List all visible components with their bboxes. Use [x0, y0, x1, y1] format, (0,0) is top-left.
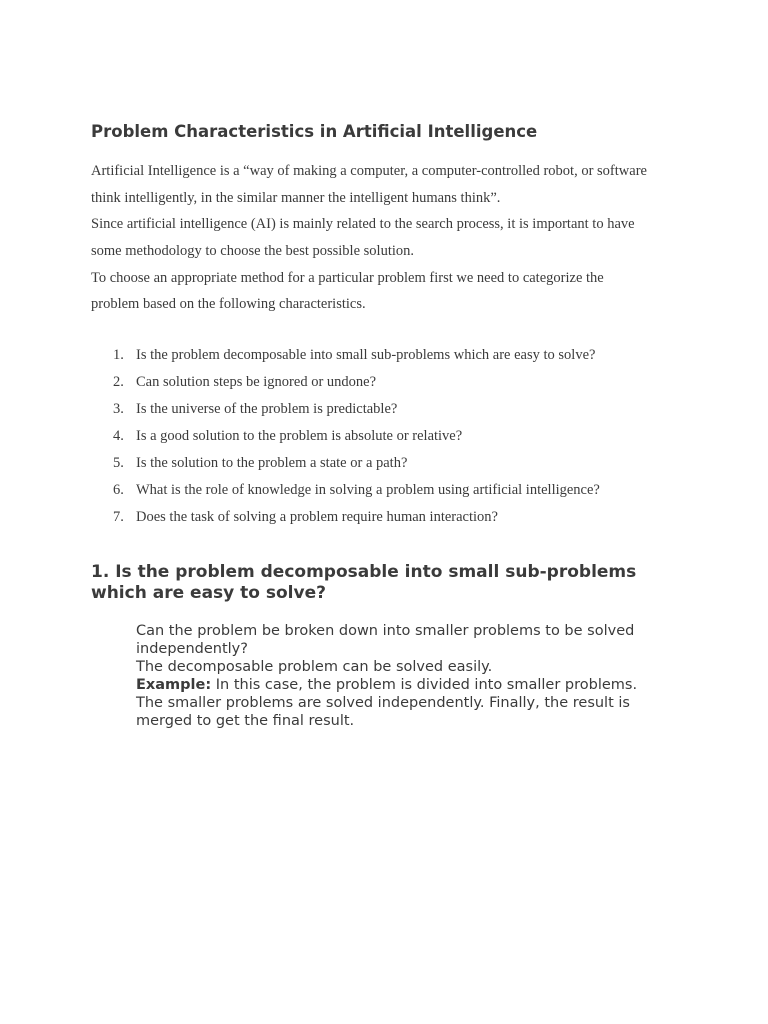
list-item-number: 4. [113, 428, 124, 444]
body-line: merged to get the final result. [136, 713, 355, 729]
list-item-number: 7. [113, 509, 124, 525]
intro-line: To choose an appropriate method for a particular problem first we need to categorize the [91, 269, 604, 286]
list-item-text: Is the problem decomposable into small sub-problems which are easy to solve? [136, 347, 596, 363]
section-heading [91, 562, 691, 604]
intro-line: think intelligently, in the similar manner the intelligent humans think”. [91, 189, 501, 206]
intro-line: problem based on the following characteristics. [91, 296, 366, 313]
list-item-text: What is the role of knowledge in solving a problem using artificial intelligence? [136, 482, 600, 498]
list-item-number: 2. [113, 374, 124, 390]
list-item [91, 423, 711, 450]
intro-paragraph [91, 158, 691, 318]
example-text: In this case, the problem is divided into smaller problems. [211, 677, 638, 693]
list-item [91, 369, 711, 396]
list-item-text: Can solution steps be ignored or undone? [136, 374, 377, 390]
example-label: Example: [136, 677, 212, 693]
list-item-text: Is the universe of the problem is predictable? [136, 401, 398, 417]
section-body [136, 622, 696, 730]
list-item-text: Is the solution to the problem a state or a path? [136, 455, 408, 471]
body-line: The smaller problems are solved independently. Finally, the result is [136, 695, 630, 711]
list-item [91, 450, 711, 477]
list-item [91, 477, 711, 504]
intro-line: some methodology to choose the best possible solution. [91, 243, 415, 260]
list-item-number: 6. [113, 482, 124, 498]
body-line: Can the problem be broken down into smaller problems to be solved [136, 623, 635, 639]
intro-line: Artificial Intelligence is a “way of making a computer, a computer-controlled robot, or software [91, 163, 647, 179]
list-item [91, 504, 711, 531]
example-line [136, 676, 696, 694]
list-item-text: Does the task of solving a problem require human interaction? [136, 509, 498, 525]
list-item-number: 3. [113, 401, 124, 417]
list-item [91, 396, 711, 423]
page-title: Problem Characteristics in Artificial Intelligence [91, 122, 538, 141]
body-line: independently? [136, 641, 248, 657]
section-heading-line: 1. Is the problem decomposable into small sub-problems [91, 562, 637, 582]
list-item-text: Is a good solution to the problem is absolute or relative? [136, 428, 463, 444]
list-item-number: 5. [113, 455, 124, 471]
section-heading-line: which are easy to solve? [91, 583, 326, 603]
body-line: The decomposable problem can be solved easily. [136, 659, 493, 675]
list-item-number: 1. [113, 347, 124, 363]
list-item [91, 342, 711, 369]
intro-line: Since artificial intelligence (AI) is mainly related to the search process, it is important to have [91, 216, 635, 233]
characteristics-list [91, 342, 711, 531]
